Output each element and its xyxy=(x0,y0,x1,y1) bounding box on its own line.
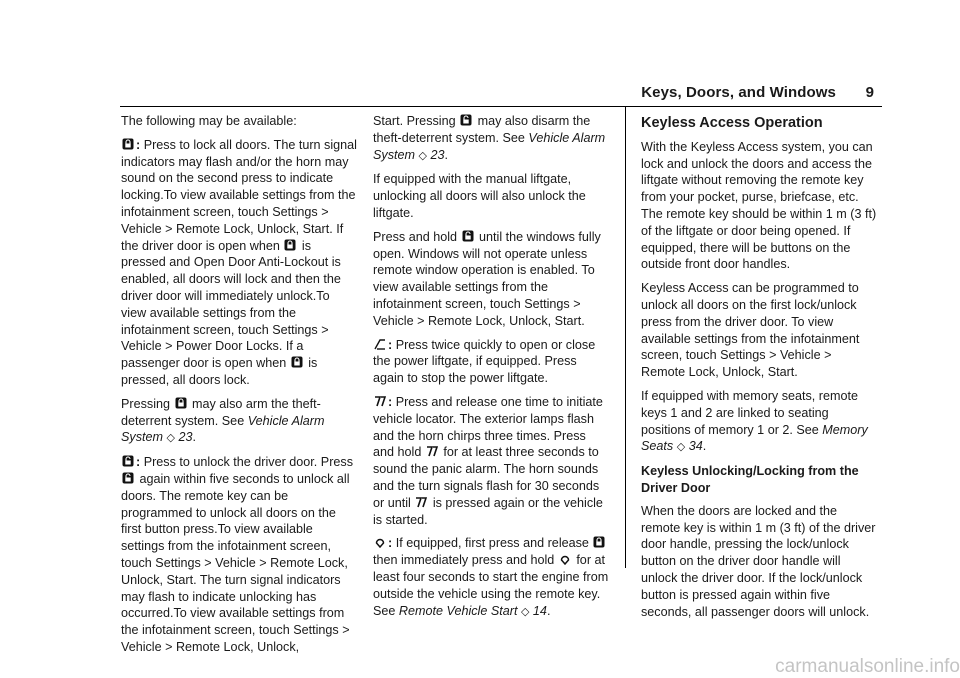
liftgate-note: If equipped with the manual liftgate, unlocking all doors will also unlock the liftgate. xyxy=(373,172,586,220)
unlock-paragraph: : Press to unlock the driver door. Press again within five seconds to unlock all doors. The remote key can be programmed to unlock all doors on the first button press.To view available settings from the infotainment screen, touch Settings > Vehicle > Remote Lock, Unlock, Start. The turn signal indicators may flash to indicate unlocking has occurred.To view available settings from the infotainment screen, touch Settings > Vehicle > Remote Lock, Unlock, xyxy=(121,455,353,654)
page-number: 9 xyxy=(865,84,874,101)
panic-paragraph: : Press and release one time to initiate vehicle locator. The exterior lamps flash and the horn chirps three times. Press and hold for at least three seconds to sound the panic alarm. The horn sounds and the turn signals flash for 30 seconds or until is pressed again or the vehicle is started. xyxy=(373,394,603,527)
xref-link[interactable]: Memory Seats xyxy=(641,422,868,454)
windows-paragraph: Press and hold until the windows fully open. Windows will not operate unless remote window operation is enabled. To view available settings from the infotainment screen, touch Settings > Vehicle > Remote Lock, Unlock, Start. xyxy=(373,229,601,328)
disarm-paragraph: Start. Pressing may also disarm the theft-deterrent system. See Vehicle Alarm System ◇ 23. xyxy=(373,114,606,162)
xref-page[interactable]: 23 xyxy=(430,147,445,162)
column-2 xyxy=(373,113,610,627)
subsection-heading: Keyless Unlocking/Locking from the Driver Door xyxy=(641,464,859,495)
page-header xyxy=(610,84,880,106)
lock-paragraph: : Press to lock all doors. The turn signal indicators may flash and/or the horn may sound on the second press to indicate locking.To view available settings from the infotainment screen, touch Settings > Vehicle > Remote Lock, Unlock, Start. If the driver door is open when is pressed and Open Door Anti-Lockout is enabled, all doors will lock and then the driver door will immediately unlock.To view available settings from the infotainment screen, touch Settings > Vehicle > Power Door Locks. If a passenger door is open when is pressed, all doors lock. xyxy=(121,137,357,387)
column-divider xyxy=(625,106,626,568)
unlock-icon xyxy=(122,472,134,484)
arm-paragraph: Pressing may also arm the theft-deterrent system. See Vehicle Alarm System ◇ 23. xyxy=(121,396,325,445)
unlock-icon xyxy=(462,230,474,242)
unlock-icon xyxy=(122,455,134,467)
lock-icon xyxy=(175,397,187,409)
xref-link[interactable]: Remote Vehicle Start xyxy=(398,603,518,618)
remote-start-paragraph: : If equipped, first press and release then immediately press and hold for at least four seconds to start the engine from outside the vehicle using the remote key. See Remote Vehicle Start ◇ 14. xyxy=(373,536,609,618)
xref-link[interactable]: Vehicle Alarm System xyxy=(373,130,606,162)
intro-text: The following may be available: xyxy=(121,114,297,128)
lock-icon xyxy=(122,138,134,150)
memory-paragraph: If equipped with memory seats, remote keys 1 and 2 are linked to seating positions of memory 1 or 2. See Memory Seats ◇ 34. xyxy=(641,388,868,454)
lock-icon xyxy=(593,536,605,548)
panic-icon xyxy=(374,395,386,407)
xref-link[interactable]: Vehicle Alarm System xyxy=(121,413,325,445)
lock-icon xyxy=(284,239,296,251)
column-3 xyxy=(641,113,879,627)
section-heading: Keyless Access Operation xyxy=(641,115,823,131)
remote-start-icon xyxy=(559,553,571,565)
remote-start-icon xyxy=(374,536,386,548)
liftgate-paragraph: : Press twice quickly to open or close the power liftgate, if equipped. Press again to stop the power liftgate. xyxy=(373,337,596,386)
xref-page[interactable]: 23 xyxy=(178,430,193,445)
column-1 xyxy=(121,113,358,663)
panic-icon xyxy=(415,496,427,508)
section-title: Keys, Doors, and Windows xyxy=(641,84,836,101)
keyless-paragraph-4: When the doors are locked and the remote key is within 1 m (3 ft) of the driver door handle, pressing the lock/unlock button on the driver door handle will unlock the driver door. If the lock/unlock button is pressed again within five seconds, all passenger doors will unlock. xyxy=(641,503,876,619)
keyless-paragraph-1: With the Keyless Access system, you can lock and unlock the doors and access the liftgate without removing the remote key from your pocket, purse, briefcase, etc. The remote key should be within 1 m (3 ft) of the liftgate or door being opened. If equipped, there will be buttons on the outside front door handles. xyxy=(641,139,877,272)
lock-icon xyxy=(291,356,303,368)
panic-icon xyxy=(426,445,438,457)
keyless-paragraph-2: Keyless Access can be programmed to unlock all doors on the first lock/unlock press from the driver door. To view available settings from the infotainment screen, touch Settings > Vehicle > Remote Lock, Unlock, Start. xyxy=(641,281,860,380)
watermark: carmanualsonline.info xyxy=(775,656,960,677)
unlock-icon xyxy=(460,114,472,126)
xref-page[interactable]: 14 xyxy=(532,603,547,618)
xref-page[interactable]: 34 xyxy=(688,439,703,454)
header-rule xyxy=(120,106,882,107)
liftgate-icon xyxy=(374,338,386,350)
